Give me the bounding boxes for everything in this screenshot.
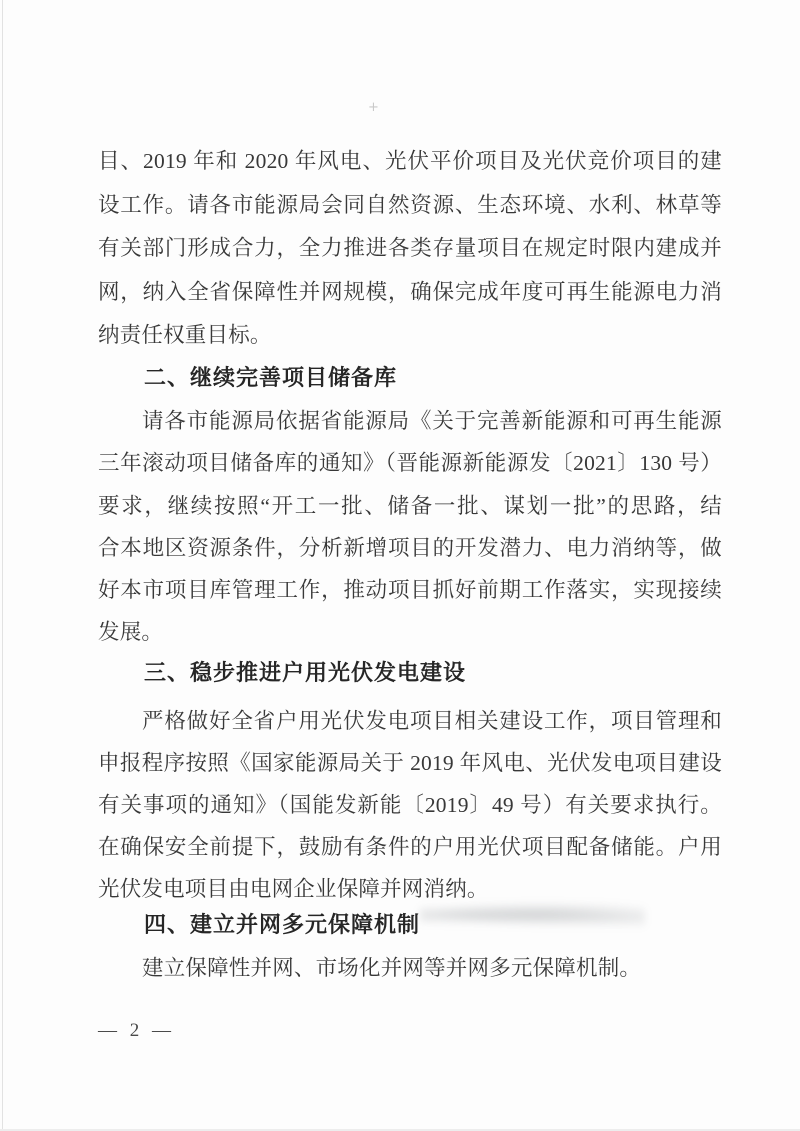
- text-line: 请各市能源局依据省能源局《关于完善新能源和可再生能源: [142, 409, 722, 433]
- section-heading-3: 三、稳步推进户用光伏发电建设: [144, 660, 467, 685]
- scan-edge-line: [2, 0, 3, 1131]
- body-paragraph-4: [98, 952, 722, 984]
- text-line: 合本地区资源条件，分析新增项目的开发潜力、电力消纳等，做: [98, 535, 722, 560]
- text-line: 目、2019 年和 2020 年风电、光伏平价项目及光伏竞价项目的建: [98, 149, 722, 173]
- text-line: 在确保安全前提下，鼓励有条件的户用光伏项目配备储能。户用: [98, 835, 722, 859]
- text-line: 纳责任权重目标。: [98, 323, 272, 347]
- text-line: 严格做好全省户用光伏发电项目相关建设工作，项目管理和: [142, 709, 722, 733]
- body-paragraph-continuation: [98, 140, 722, 358]
- text-line: 有关部门形成合力，全力推进各类存量项目在规定时限内建成并: [98, 236, 722, 260]
- text-line: 申报程序按照《国家能源局关于 2019 年风电、光伏发电项目建设: [98, 751, 722, 775]
- page-number: — 2 —: [98, 1020, 175, 1041]
- body-paragraph-2: [98, 400, 722, 654]
- section-heading-4: 四、建立并网多元保障机制: [144, 912, 421, 937]
- registration-cross-mark: +: [368, 100, 379, 115]
- section-heading-2: 二、继续完善项目储备库: [144, 365, 398, 390]
- text-line: 有关事项的通知》（国能发新能〔2019〕49 号）有关要求执行。: [98, 793, 722, 817]
- text-line: 发展。: [98, 620, 164, 645]
- body-paragraph-3: [98, 700, 722, 910]
- text-line: 光伏发电项目由电网企业保障并网消纳。: [98, 877, 489, 901]
- text-line: 要求，继续按照“开工一批、储备一批、谋划一批”的思路，结: [98, 493, 722, 518]
- text-line: 网，纳入全省保障性并网规模，确保完成年度可再生能源电力消: [98, 279, 722, 304]
- text-line: 三年滚动项目储备库的通知》（晋能源新能源发〔2021〕130 号）: [98, 451, 722, 476]
- text-line: 设工作。请各市能源局会同自然资源、生态环境、水利、林草等: [98, 192, 722, 217]
- text-line: 建立保障性并网、市场化并网等并网多元保障机制。: [142, 956, 642, 980]
- ink-bleed-smudge: [420, 903, 645, 927]
- text-line: 好本市项目库管理工作，推动项目抓好前期工作落实，实现接续: [98, 578, 722, 603]
